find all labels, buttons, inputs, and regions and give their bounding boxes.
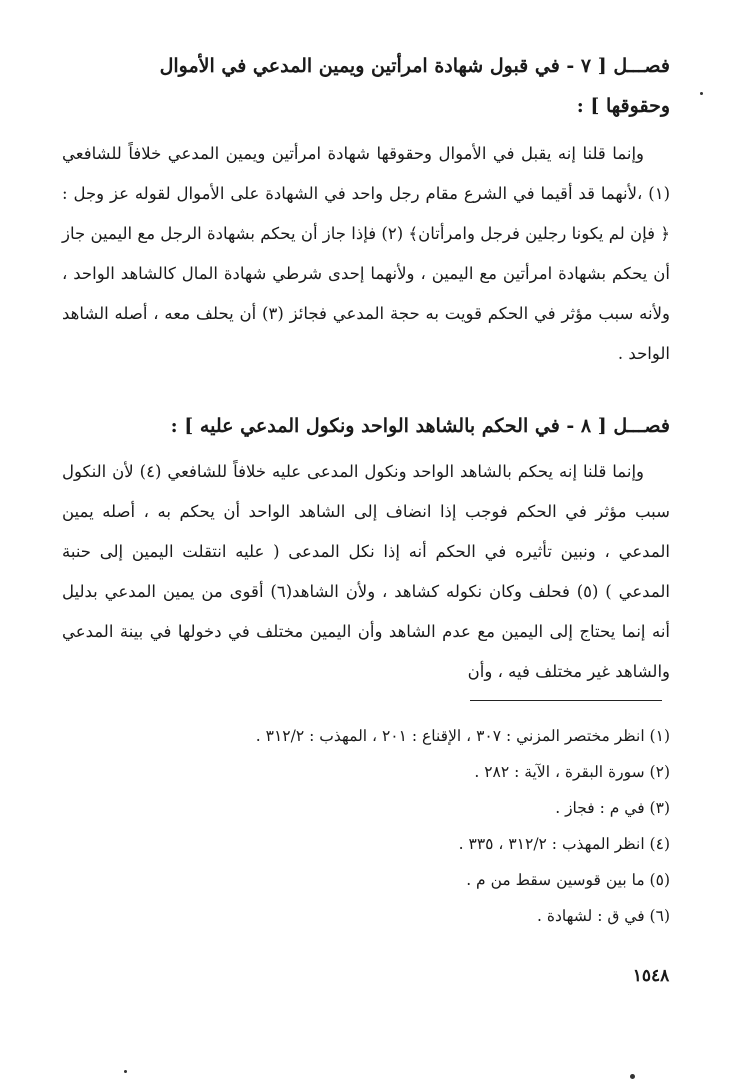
paragraph-section-7: وإنما قلنا إنه يقبل في الأموال وحقوقها شهادة امرأتين ويمين المدعي خلافاً للشافعي (١) ،لأنهما قد أقيما في الشرع مقام رجل واحد في الشهادة على الأموال لقوله عز وجل : ﴿ فإن لم يكونا رجلين فرجل وامرأتان﴾ (٢) فإذا جاز أن يحكم بشهادة الرجل مع اليمين جاز أن يحكم بشهادة امرأتين مع اليمين ، ولأنهما إحدى شرطي شهادة المال كالشاهد الواحد ، ولأنه سبب مؤثر في الحكم قويت به حجة المدعي فجائز (٣) أن يحلف معه ، أصله الشاهد الواحد . — [62, 144, 670, 363]
footnote-6: (٦) في ق : لشهادة . — [536, 907, 670, 925]
section-heading-8: فصـــل [ ٨ - في الحكم بالشاهد الواحد ونكول المدعي عليه ] : — [170, 415, 670, 437]
footnote-divider — [470, 700, 662, 701]
scan-speck — [630, 1074, 635, 1079]
page-number: ١٥٤٨ — [632, 966, 670, 986]
section-heading-7-line2: وحقوقها ] : — [576, 95, 670, 117]
section-heading-7-line1: فصـــل [ ٧ - في قبول شهادة امرأتين ويمين المدعي في الأموال — [159, 55, 670, 77]
footnotes — [140, 718, 670, 934]
section-heading-7 — [62, 46, 670, 126]
paragraph-section-8: وإنما قلنا إنه يحكم بالشاهد الواحد ونكول المدعى عليه خلافاً للشافعي (٤) لأن النكول سبب مؤثر في الحكم فوجب إذا انضاف إلى الشاهد الواحد أن يحكم به ، أصله يمين المدعي ، ونبين تأثيره في الحكم أنه إذا نكل المدعى ( عليه انتقلت اليمين إلى حنبة المدعي ) (٥) فحلف وكان نكوله كشاهد ، ولأن الشاهد(٦) أقوى من يمين المدعي بدليل أنه إنما يحتاج إلى اليمين مع عدم الشاهد وأن اليمين مختلف في دخولها في بينة المدعي والشاهد غير مختلف فيه ، وأن — [62, 462, 670, 681]
footnote-2: (٢) سورة البقرة ، الآية : ٢٨٢ . — [474, 763, 670, 781]
footnote-3: (٣) في م : فجاز . — [555, 799, 670, 817]
footnote-1: (١) انظر مختصر المزني : ٣٠٧ ، الإقناع : ٢٠١ ، المهذب : ٣١٢/٢ . — [255, 727, 670, 745]
footnote-5: (٥) ما بين قوسين سقط من م . — [466, 871, 670, 889]
footnote-4: (٤) انظر المهذب : ٣١٢/٢ ، ٣٣٥ . — [458, 835, 670, 853]
scan-speck — [700, 92, 703, 95]
scan-speck — [124, 1070, 127, 1073]
